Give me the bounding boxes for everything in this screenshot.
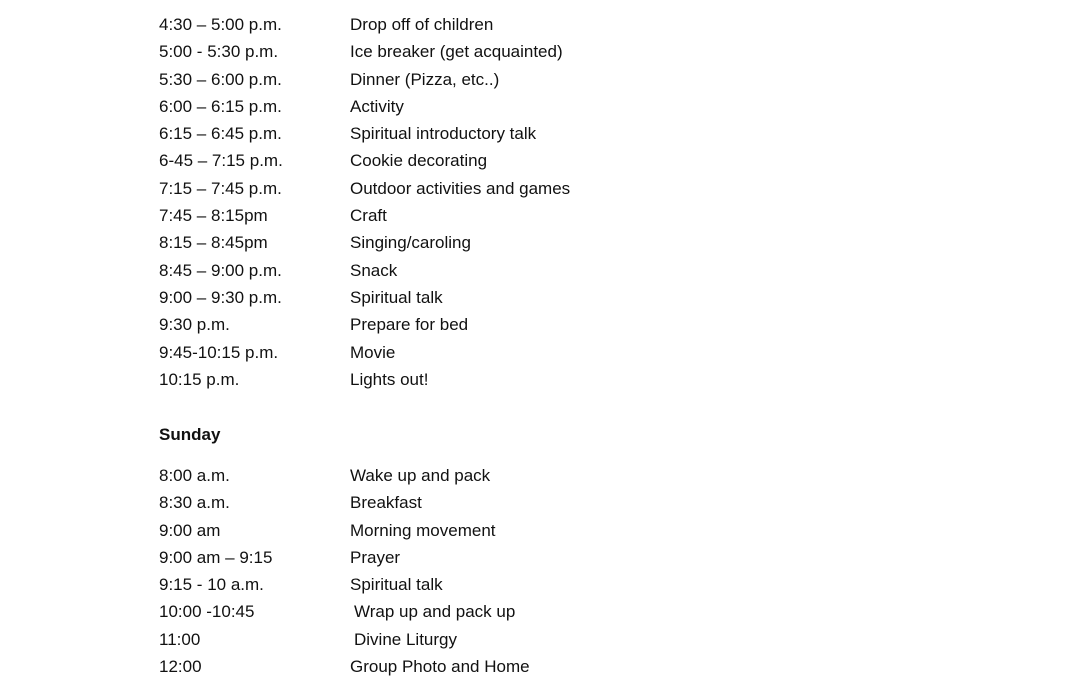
schedule-activity: Spiritual talk [350,575,443,595]
schedule-time: 10:00 -10:45 [159,602,255,622]
schedule-activity: Ice breaker (get acquainted) [350,42,563,62]
schedule-activity: Spiritual talk [350,287,443,307]
schedule-time: 9:45-10:15 p.m. [159,342,279,362]
schedule-activity: Cookie decorating [350,151,488,171]
schedule-time: 7:15 – 7:45 p.m. [159,178,282,198]
schedule-activity: Singing/caroling [350,233,471,253]
schedule-activity: Craft [350,206,387,226]
schedule-activity: Wrap up and pack up [354,602,516,622]
schedule-activity: Dinner (Pizza, etc..) [350,69,500,89]
schedule-activity: Spiritual introductory talk [350,124,537,144]
schedule-time: 10:15 p.m. [159,369,240,389]
schedule-time: 4:30 – 5:00 p.m. [159,15,282,34]
schedule-time: 6:15 – 6:45 p.m. [159,124,282,144]
schedule-time: 12:00 [159,657,202,677]
schedule-activity: Prepare for bed [350,315,469,335]
schedule-activity: Snack [350,260,398,280]
schedule-activity: Prayer [350,547,401,567]
schedule-time: 9:00 – 9:30 p.m. [159,287,282,307]
schedule-time: 9:30 p.m. [159,315,230,335]
schedule-time: 5:00 - 5:30 p.m. [159,42,279,62]
schedule-activity: Outdoor activities and games [350,178,571,198]
schedule-time: 9:00 am – 9:15 [159,547,273,567]
schedule-activity: Divine Liturgy [354,629,457,649]
schedule-time: 8:15 – 8:45pm [159,233,268,253]
schedule-activity: Activity [350,96,404,116]
schedule-time: 11:00 [159,629,201,649]
schedule-time: 7:45 – 8:15pm [159,206,268,226]
schedule-activity: Group Photo and Home [350,657,530,677]
schedule-time: 8:30 a.m. [159,493,230,513]
schedule-time: 8:45 – 9:00 p.m. [159,260,282,280]
schedule-activity: Breakfast [350,493,422,513]
schedule-activity: Drop off of children [350,15,494,34]
schedule-time: 9:15 - 10 a.m. [159,575,264,595]
sunday-heading: Sunday [159,425,221,444]
schedule-time: 8:00 a.m. [159,466,230,485]
schedule-activity: Movie [350,342,396,362]
schedule-time: 5:30 – 6:00 p.m. [159,69,282,89]
schedule-time: 6:00 – 6:15 p.m. [159,96,282,116]
schedule-time: 9:00 am [159,520,221,540]
schedule-activity: Lights out! [350,369,429,389]
schedule-activity: Morning movement [350,520,496,540]
schedule-time: 6-45 – 7:15 p.m. [159,151,283,171]
schedule-activity: Wake up and pack [350,466,491,485]
